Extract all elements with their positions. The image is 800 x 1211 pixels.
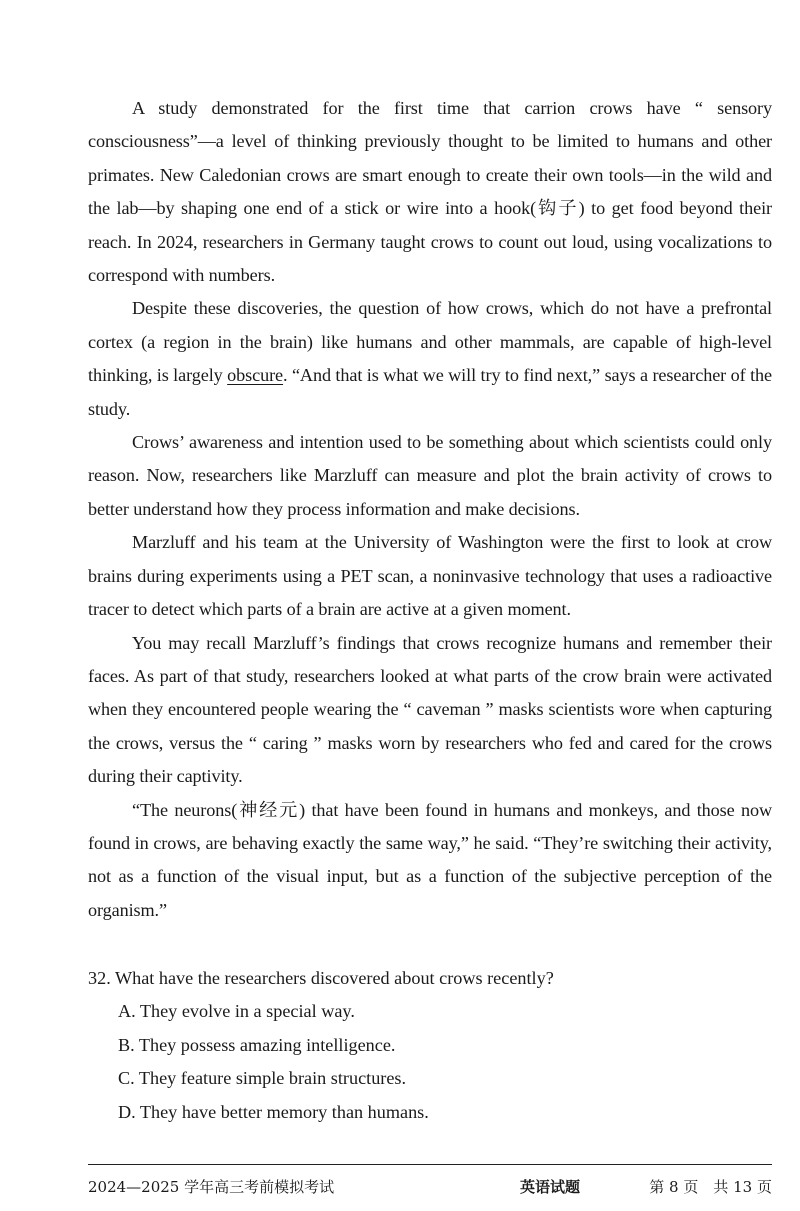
paragraph-5 (88, 627, 772, 794)
paragraph-6 (88, 794, 772, 928)
paragraph-4 (88, 526, 772, 626)
underlined-word: obscure (227, 365, 284, 386)
page-number: 第 8 页 共 13 页 (649, 1178, 772, 1196)
question-stem: 32. What have the researchers discovered about crows recently? (88, 968, 554, 988)
paragraph-3 (88, 426, 772, 526)
paragraph-text: You may recall Marzluff’s findings that crows recognize humans and remember their faces. As part of that study, researchers looked at what parts of the crow brain were activated when they encountered people wearing the “ caveman ” masks scientists wore when capturing the crows, versus the “ caring ” masks worn by researchers who fed and cared for the crows during their captivity. (88, 632, 772, 787)
option-b: B. They possess amazing intelligence. (118, 1034, 396, 1055)
option-a: A. They evolve in a special way. (118, 1001, 355, 1022)
paragraph-text: Crows’ awareness and intention used to be something about which scientists could only reason. Now, researchers like Marzluff can measure and plot the brain activity of crows to better understand how they process information and make decisions. (88, 432, 772, 519)
option-c: C. They feature simple brain structures. (118, 1068, 407, 1089)
paragraph-2 (88, 292, 772, 426)
passage (88, 92, 772, 927)
paragraph-text: “The neurons(神经元) that have been found in humans and monkeys, and those now found in crows, are behaving exactly the same way,” he said. “They’re switching their activity, not as a function of the visual input, but as a function of the subjective perception of the organism.” (88, 799, 772, 920)
paragraph-text: A study demonstrated for the first time that carrion crows have “ sensory consciousness”—a level of thinking previously thought to be limited to humans and other primates. New Caledonian crows are smart enough to create their own tools—in the wild and the lab—by shaping one end of a stick or wire into a hook(钩子) to get food beyond their reach. In 2024, researchers in Germany taught crows to count out loud, using vocalizations to correspond with numbers. (88, 98, 772, 286)
paragraph-text: Marzluff and his team at the University of Washington were the first to look at crow brains during experiments using a PET scan, a noninvasive technology that uses a radioactive tracer to detect which parts of a brain are active at a given moment. (88, 532, 772, 620)
subject-label: 英语试题 (520, 1178, 581, 1196)
paragraph-text-after: . “And that is what we will try to find next,” says a researcher of the study. (88, 365, 772, 419)
paragraph-1 (88, 92, 772, 292)
option-d: D. They have better memory than humans. (118, 1101, 429, 1122)
paragraph-text: Despite these discoveries, the question of how crows, which do not have a prefrontal cortex (a region in the brain) like humans and other mammals, are capable of high-level thinking, is largely (88, 298, 772, 386)
exam-title: 2024—2025 学年高三考前模拟考试 (88, 1178, 335, 1196)
question-32 (88, 962, 772, 1129)
footer-divider (88, 1164, 772, 1165)
